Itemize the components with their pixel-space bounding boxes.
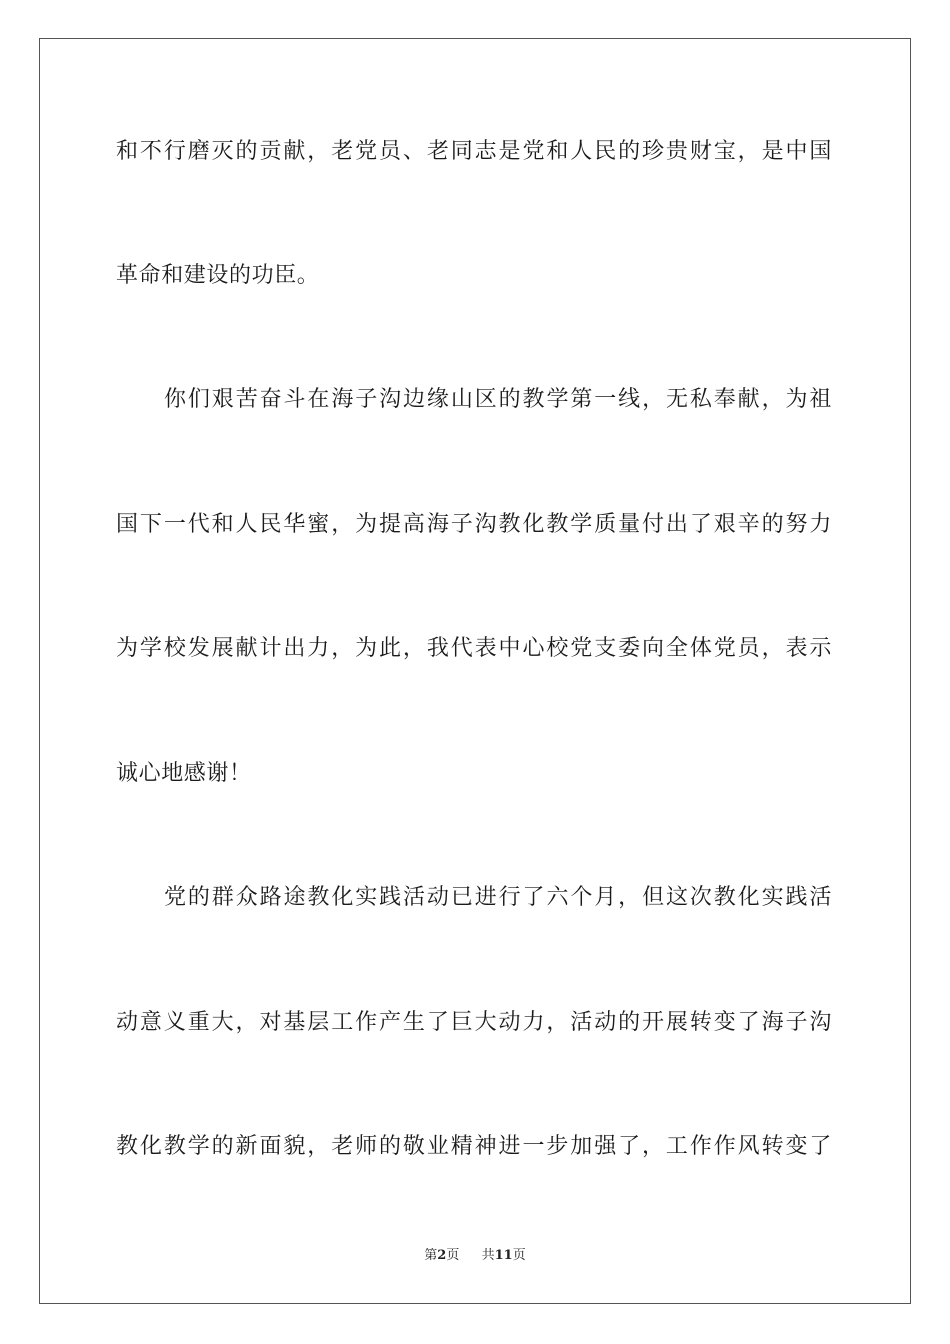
paragraph-first-line: 党的群众路途教化实践活动已进行了六个月，但这次教化实践活 bbox=[164, 885, 832, 910]
total-page-number: 11 bbox=[494, 1248, 513, 1263]
paragraph-first-line: 你们艰苦奋斗在海子沟边缘山区的教学第一线，无私奉献，为祖 bbox=[164, 387, 832, 412]
text-line: 动意义重大，对基层工作产生了巨大动力，活动的开展转变了海子沟 bbox=[116, 1010, 832, 1035]
page-footer bbox=[0, 1247, 950, 1265]
text-line: 国下一代和人民华蜜，为提高海子沟教化教学质量付出了艰辛的努力 bbox=[116, 512, 832, 537]
page-total-label bbox=[482, 1248, 526, 1263]
page-prefix: 第 bbox=[424, 1248, 438, 1263]
text-line: 革命和建设的功臣。 bbox=[116, 263, 320, 288]
page-border bbox=[39, 38, 911, 1304]
total-prefix: 共 bbox=[481, 1248, 495, 1263]
text-line: 为学校发展献计出力，为此，我代表中心校党支委向全体党员，表示 bbox=[116, 636, 832, 661]
page-suffix: 页 bbox=[446, 1248, 460, 1263]
total-suffix: 页 bbox=[512, 1248, 526, 1263]
text-line: 诚心地感谢！ bbox=[116, 761, 252, 786]
text-line: 和不行磨灭的贡献，老党员、老同志是党和人民的珍贵财宝，是中国 bbox=[116, 139, 832, 164]
page-number-label bbox=[424, 1248, 463, 1263]
text-line: 教化教学的新面貌，老师的敬业精神进一步加强了，工作作风转变了 bbox=[116, 1134, 832, 1159]
current-page-number: 2 bbox=[437, 1248, 447, 1263]
